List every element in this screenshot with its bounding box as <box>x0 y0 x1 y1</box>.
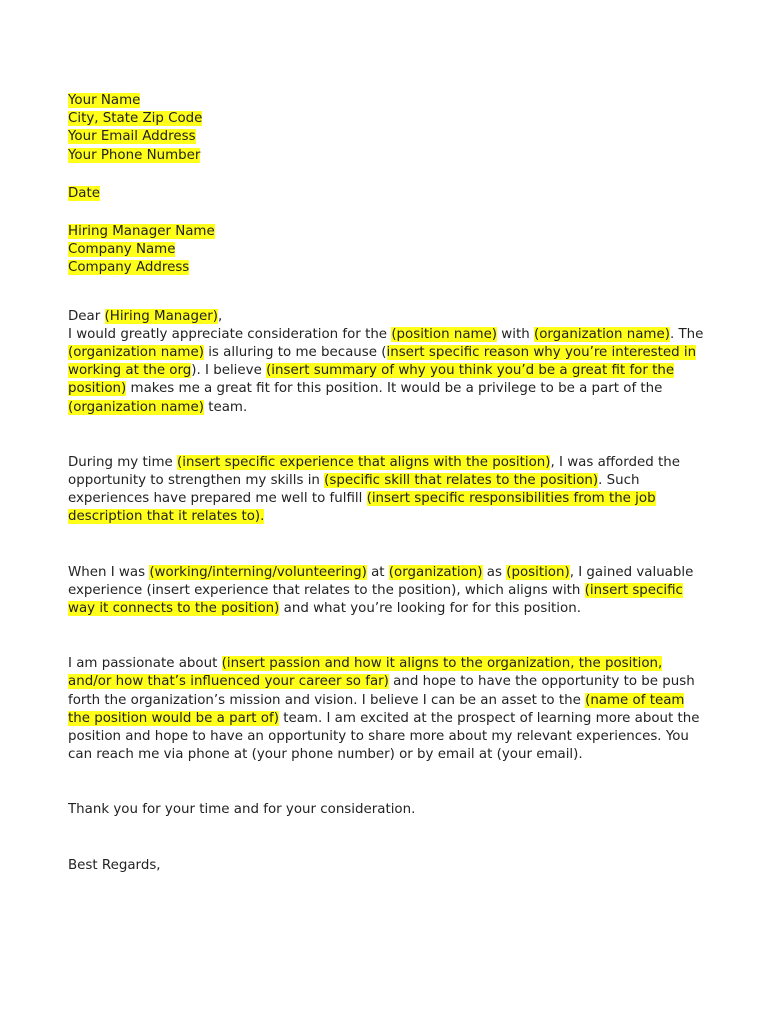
thanks-line: Thank you for your time and for your consideration. <box>68 802 416 818</box>
paragraph-4: I am passionate about (insert passion and how it aligns to the organization, the position, and/or how that’s influenced your career so far) and hope to have the opportunity to be push forth the organization’s mission and vision. I believe I can be an asset to the (name of team the position would be a part of) team. I am excited at the prospect of learning more about the position and hope to have an opportunity to share more about my relevant experiences. You can reach me via phone at (your phone number) or by email at (your email). <box>68 656 700 763</box>
salutation-name: (Hiring Manager) <box>104 308 218 324</box>
date-block <box>68 185 708 203</box>
cover-letter-document <box>68 92 708 875</box>
paragraph-3: When I was (working/interning/volunteering) at (organization) as (position), I gained valuable experience (insert experience that relates to the position), which aligns with (insert specific way it connects to the position) and what you’re looking for for this position. <box>68 564 694 617</box>
paragraph-2: During my time (insert specific experience that aligns with the position), I was afforded the opportunity to strengthen my skills in (specific skill that relates to the position). Such experiences have prepared me well to fulfill (insert specific responsibilities from the job description that it relates to). <box>68 454 680 525</box>
paragraph-1: I would greatly appreciate consideration for the (position name) with (organization name). The (organization name) is alluring to me because (insert specific reason why you’re interested in working at the org). I believe (insert summary of why you think you’d be a great fit for the position) makes me a great fit for this position. It would be a privilege to be a part of the (organization name) team. <box>68 326 704 415</box>
sender-block <box>68 92 708 165</box>
sender-city-state-zip: City, State Zip Code <box>68 111 203 127</box>
recipient-manager: Hiring Manager Name <box>68 224 215 240</box>
closing-line: Best Regards, <box>68 857 161 873</box>
salutation: Dear (Hiring Manager), <box>68 308 223 324</box>
sender-phone: Your Phone Number <box>68 147 201 163</box>
sender-name: Your Name <box>68 93 141 108</box>
recipient-company: Company Name <box>68 242 176 258</box>
recipient-address: Company Address <box>68 260 190 276</box>
sender-email: Your Email Address <box>68 129 196 145</box>
recipient-block <box>68 223 708 278</box>
letter-date: Date <box>68 185 101 201</box>
